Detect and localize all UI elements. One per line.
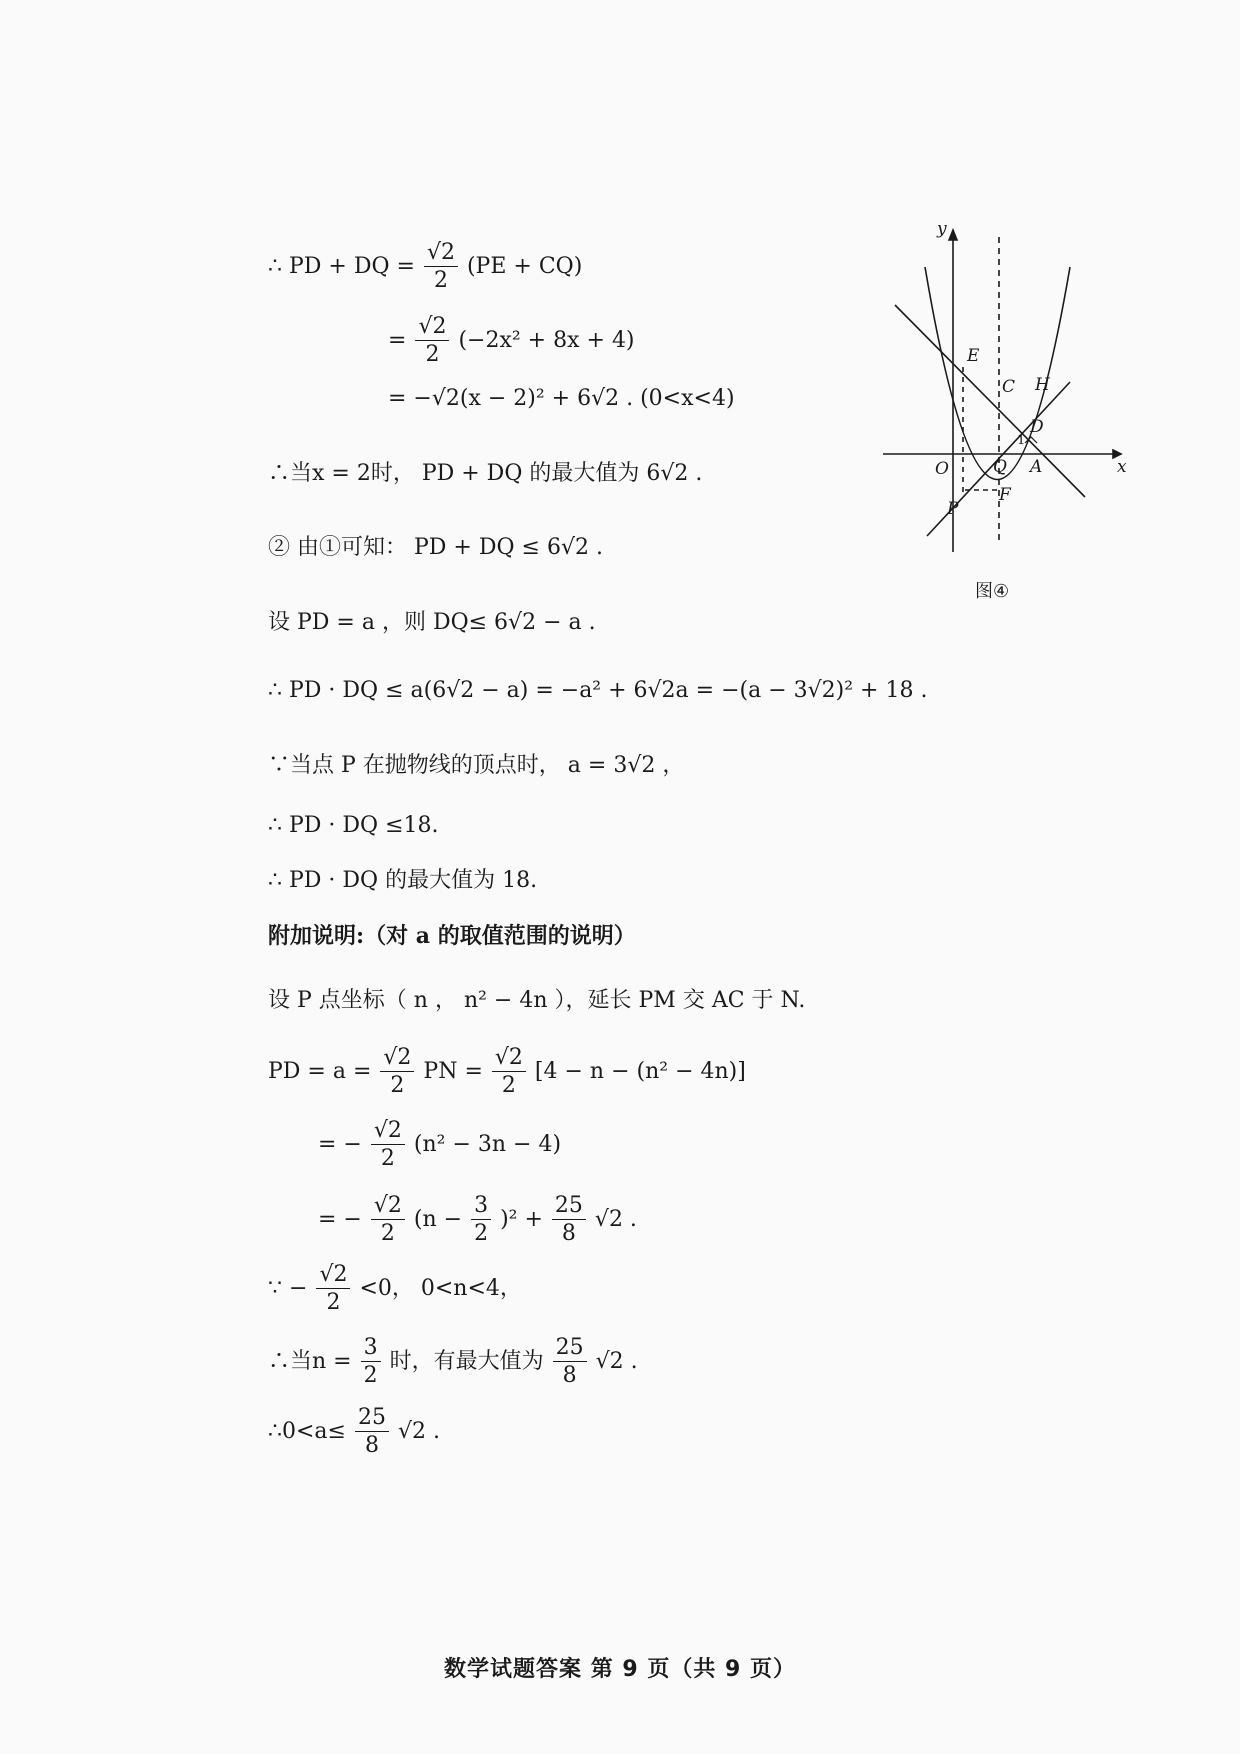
eq-line-7: ∴ PD · DQ ≤ a(6√2 − a) = −a² + 6√2a = −(a − 3√2)² + 18 .	[268, 678, 928, 703]
denominator: 8	[364, 1433, 379, 1459]
figure-caption: 图④	[975, 581, 1010, 602]
label-x: x	[1117, 457, 1127, 477]
numerator: √2	[415, 314, 449, 341]
eq-text: ∴当n =	[268, 1348, 352, 1374]
fraction	[380, 1045, 414, 1099]
denominator: 2	[433, 268, 448, 294]
eq-line-2	[388, 314, 635, 368]
eq-line-10: ∴ PD · DQ 的最大值为 18.	[268, 868, 538, 893]
numerator: √2	[316, 1262, 350, 1289]
eq-line-5: ② 由①可知： PD + DQ ≤ 6√2 .	[268, 535, 603, 560]
label-p: P	[947, 499, 959, 519]
label-e: E	[967, 346, 980, 366]
denominator: 2	[380, 1146, 395, 1172]
denominator: 2	[326, 1290, 341, 1316]
eq-text: ∴ PD + DQ =	[268, 253, 415, 279]
eq-text: (n² − 3n − 4)	[413, 1131, 562, 1157]
fraction	[552, 1193, 586, 1247]
label-f: F	[999, 485, 1011, 505]
eq-line-16	[268, 1262, 522, 1316]
numerator: √2	[371, 1193, 405, 1220]
numerator: 3	[361, 1335, 381, 1362]
eq-text: (−2x² + 8x + 4)	[458, 327, 635, 353]
numerator: √2	[492, 1045, 526, 1072]
eq-text: =	[388, 327, 407, 353]
fraction	[361, 1335, 381, 1389]
eq-line-14	[318, 1118, 561, 1172]
parabola	[925, 267, 1070, 480]
label-a: A	[1030, 457, 1043, 477]
numerator: √2	[424, 240, 458, 267]
denominator: 2	[390, 1073, 405, 1099]
eq-line-17	[268, 1335, 638, 1389]
label-y: y	[937, 219, 947, 239]
fraction	[553, 1335, 587, 1389]
eq-line-12: 设 P 点坐标（ n ， n² − 4n ），延长 PM 交 AC 于 N.	[268, 988, 806, 1013]
eq-text: (PE + CQ)	[466, 253, 583, 279]
eq-text: )² +	[500, 1206, 543, 1232]
fraction	[355, 1405, 389, 1459]
denominator: 2	[501, 1073, 516, 1099]
eq-line-4: ∴当x = 2时， PD + DQ 的最大值为 6√2 .	[268, 461, 703, 486]
label-h: H	[1035, 375, 1050, 395]
eq-text: √2 .	[595, 1348, 638, 1374]
numerator: 25	[553, 1335, 587, 1362]
numerator: 25	[355, 1405, 389, 1432]
denominator: 2	[474, 1221, 489, 1247]
eq-text: <0， 0<n<4，	[359, 1275, 522, 1301]
eq-line-13	[268, 1045, 746, 1099]
label-o: O	[935, 459, 949, 479]
label-1: 1	[1017, 433, 1026, 448]
label-d: D	[1030, 417, 1044, 437]
numerator: √2	[371, 1118, 405, 1145]
eq-text: ∴0<a≤	[268, 1418, 346, 1444]
numerator: 25	[552, 1193, 586, 1220]
denominator: 8	[561, 1221, 576, 1247]
eq-text: √2 .	[594, 1206, 637, 1232]
eq-text: PD = a =	[268, 1058, 372, 1084]
page-footer: 数学试题答案 第 9 页（共 9 页）	[444, 1657, 796, 1682]
eq-text: √2 .	[397, 1418, 440, 1444]
eq-text: 时，有最大值为	[389, 1348, 544, 1374]
denominator: 2	[425, 342, 440, 368]
numerator: 3	[471, 1193, 491, 1220]
label-q: Q	[993, 457, 1007, 477]
fraction	[424, 240, 458, 294]
numerator: √2	[380, 1045, 414, 1072]
label-c: C	[1002, 377, 1016, 397]
eq-text: = −	[318, 1131, 362, 1157]
fraction	[316, 1262, 350, 1316]
denominator: 2	[363, 1363, 378, 1389]
fraction	[371, 1193, 405, 1247]
eq-text: ∵ −	[268, 1275, 308, 1301]
fraction	[471, 1193, 491, 1247]
eq-line-6: 设 PD = a ，则 DQ≤ 6√2 − a .	[268, 610, 596, 635]
denominator: 2	[380, 1221, 395, 1247]
eq-line-11: 附加说明:（对 a 的取值范围的说明）	[268, 923, 636, 949]
eq-text: = −	[318, 1206, 362, 1232]
y-axis-arrow	[949, 230, 957, 240]
eq-text: (n −	[413, 1206, 463, 1232]
denominator: 8	[562, 1363, 577, 1389]
eq-line-15	[318, 1193, 637, 1247]
fraction	[492, 1045, 526, 1099]
fraction	[415, 314, 449, 368]
eq-line-8: ∵当点 P 在抛物线的顶点时， a = 3√2 ，	[268, 753, 685, 778]
eq-line-9: ∴ PD · DQ ≤18.	[268, 813, 439, 838]
eq-line-18	[268, 1405, 440, 1459]
eq-line-1	[268, 240, 582, 294]
eq-line-3: = −√2(x − 2)² + 6√2 . (0<x<4)	[388, 386, 735, 411]
eq-text: PN =	[423, 1058, 483, 1084]
fraction	[371, 1118, 405, 1172]
eq-text: [4 − n − (n² − 4n)]	[534, 1058, 746, 1084]
figure-4-diagram	[875, 219, 1127, 562]
